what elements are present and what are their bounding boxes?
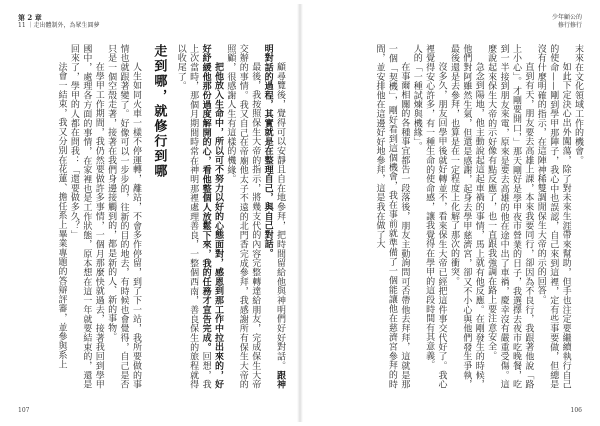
paragraph (68, 44, 105, 389)
left-page-body (14, 44, 286, 389)
paragraph-text: 如此下定決心出外闖蕩，除了對未來生涯帶來幫助，但手也注定要繼續執行自己的使命——剛到學甲那陣子，我心中也誤認，自己來到這裡，定有些事要做，但總是沒有什麼明確的指示，在這陣神稀雙調閒保生大帝的示的回答。 (535, 44, 571, 389)
paragraph-text: 急念到陽地，他主動說起這起車禍的事情，馬上就有他反應。在剛發生的時候，他們對阿雖然生氣，但還是感謝，起身去學甲慈濟宮，卻又不小心與他們發生爭執，最後還是去參拜，也算是在一定程度上化解了那次的衝突。 (448, 44, 484, 389)
book-title-line: 少年顧公的 (551, 14, 582, 21)
chapter-label: 第 2 章 (18, 13, 42, 22)
paragraph-text: 末來在文化領域工作的機會。 (573, 44, 583, 165)
page-number: 106 (570, 407, 582, 414)
right-page-body (312, 44, 584, 389)
page-number: 107 (18, 407, 30, 414)
paragraph (373, 44, 410, 389)
paragraph-text: 回想，我上次當時，那個月期間時常在神明那裡處理善良，一整個西南，善良保生的旅程就得以收尾了。 (175, 44, 211, 389)
book-title-line: 修行修行 (557, 22, 582, 29)
paragraph (423, 44, 448, 389)
paragraph-text: 直到有天，朋友要去高雄上課，本來我要同行，卻因為不良行，我跟著他說「路上小心」。才剛要開口，」那天剛好是學甲夜市營業的日子，我選擇去夜市吃晚餐，吃到一半接到朋友來電，原來是要去高雄的他在途中出了車禍，慶幸沒有嚴重受傷。這麼說起來保生大帝的示好像有點反應了，也一直跟我強調在路上要注意安全。 (486, 44, 534, 389)
paragraph (261, 44, 286, 389)
paragraph (410, 44, 422, 389)
paragraph-text: 在事爾相關的各種事宜都告一段落後，朋友主動詢問可否帶他去拜拜，這就是那一個「契機」，剛好看到這個機會，我在事前就準備了一個能讓他在慈濟宮參拜的時間，並安排他在這邊好好地參拜，這是我在做了大 (374, 44, 410, 389)
paragraph-text: 法會一結束，我又分別在花蓮、擔任系上畢業專題的答辯評審，並參與系上 (56, 62, 67, 369)
paragraph-text: 在學甲工作期間，我仍然要做許多事情，一個月那麼快就過去，接著我回到學甲國中，處理各方面的事情，在家裡也是工作狀態，原本想在這一年就要結束的，還是回來了，學甲的人都在問我：「還要做多久？」 (68, 44, 104, 389)
paragraph-text: 沒多久，朋友回學甲後就好轉並不，看來保生大帝已經把這件事交代好了。我心裡覺得安心許多，有一種生命的使命感，讓我覺得在學甲的這段時間有其意義。 (424, 44, 447, 389)
paragraph (485, 44, 535, 389)
section-heading: 走到哪，就修行到哪 (151, 44, 167, 179)
paragraph (174, 44, 224, 389)
paragraph-text: 人的「一種試煉與機緣」。 (411, 44, 422, 152)
paragraph-text: 顧尋覽後，覺得可以安靜且自在地參拜，把時間留給他與神明們好好對話。 (275, 62, 285, 371)
running-header-right (552, 14, 582, 30)
paragraph-text: 最後，我按照保生大帝的指示，將幾支代的內容完整轉達給朋友，完成保生大帝交辦的事情。我又自己在帝廟他太子不遠的北門香完成參拜，我感謝所有保生大帝的照顧，很感謝人生有這樣的機緣。 (225, 44, 261, 389)
paragraph (448, 44, 485, 389)
book-gutter (297, 4, 303, 422)
paragraph (572, 44, 584, 389)
chapter-subtitle: 11 ｜走出體制外，為眾生圓夢 (18, 22, 100, 29)
emphasis-text: 把他放入生命中，所以可不努力以好的心態面對，感恩到那工作中拉出來的，好好紓緩他那份過度解開的心，看他整個人放鬆下來，我的任務才宣告完成。 (200, 44, 223, 389)
right-page (304, 8, 594, 418)
paragraph (224, 44, 261, 389)
paragraph-text: 人生如同火車一樣不停運轉，離站，不會多作停留，到了下一站，我所要做的事情也就跟著變了。好像可以一步步的，往新的目的地去，有時候也會覺得，自己是否只是一個空殼走著，接著在我們身邊接觸到的，都是新的人、新的事物。 (106, 44, 141, 389)
running-header-left (18, 14, 100, 30)
emphasis-text: 跟神明對話的過程，其實就是在整理自己，與自己對話。 (262, 44, 285, 389)
left-page (6, 8, 296, 418)
paragraph (105, 44, 142, 389)
paragraph (534, 44, 571, 389)
paragraph (55, 44, 67, 389)
